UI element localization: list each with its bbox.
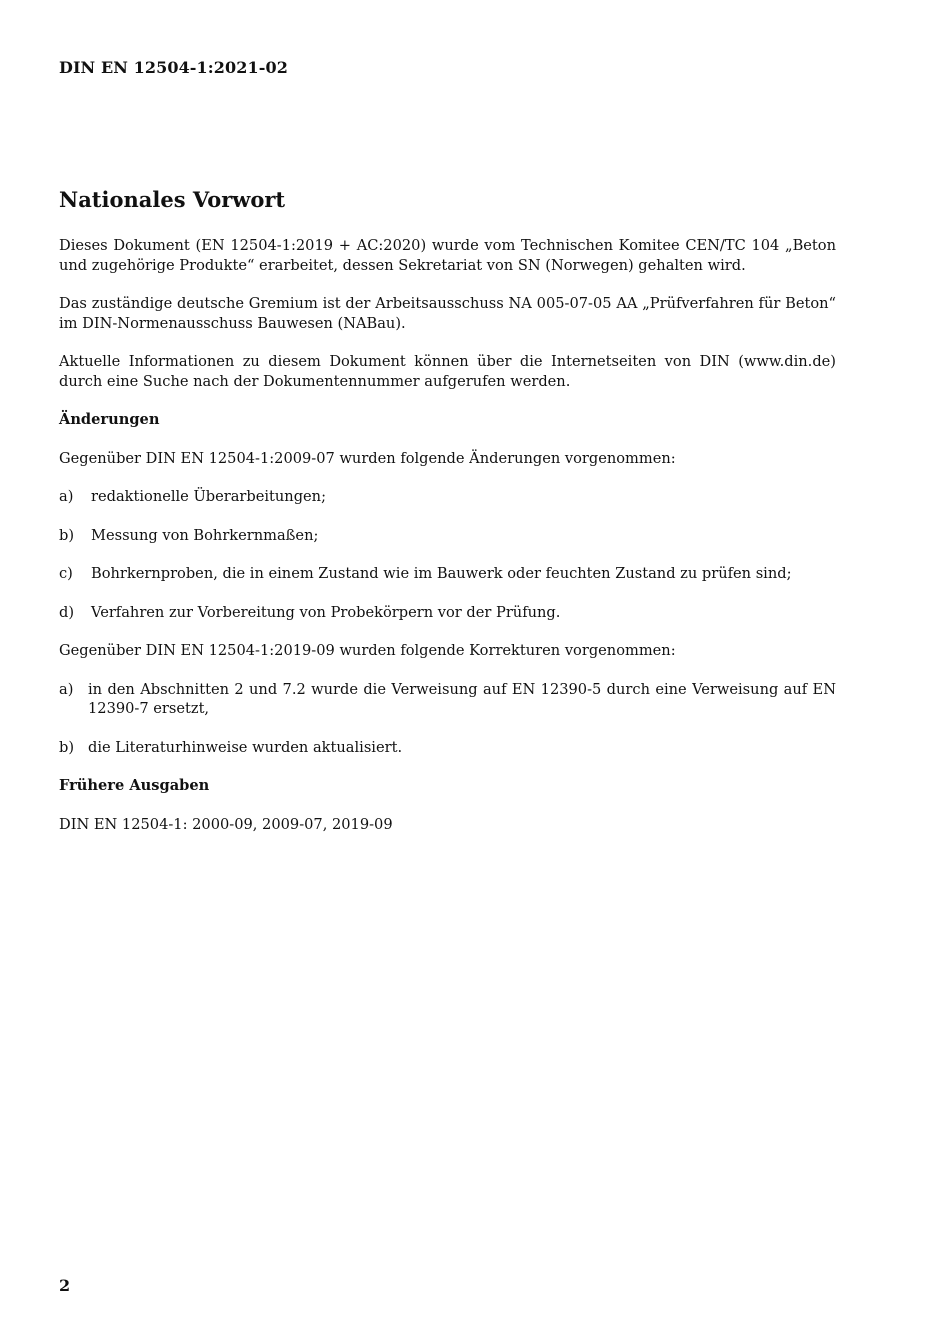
list-text: Verfahren zur Vorbereitung von Probekörpern vor der Prüfung. bbox=[91, 603, 561, 621]
paragraph: Das zuständige deutsche Gremium ist der Arbeitsausschuss NA 005-07-05 AA „Prüfverfahren für Beton“ im DIN-Normenausschuss Bauwesen (NABau). bbox=[59, 295, 836, 332]
list-marker: a) bbox=[59, 680, 74, 698]
list-text: in den Abschnitten 2 und 7.2 wurde die Verweisung auf EN 12390-5 durch eine Verweisung auf EN 12390-7 ersetzt, bbox=[88, 680, 836, 717]
paragraph: Aktuelle Informationen zu diesem Dokument können über die Internetseiten von DIN (www.din.de) durch eine Suche nach der Dokumentennummer aufgerufen werden. bbox=[59, 353, 836, 390]
list-text: die Literaturhinweise wurden aktualisiert. bbox=[88, 738, 403, 756]
main-content bbox=[59, 186, 836, 853]
corrections-intro: Gegenüber DIN EN 12504-1:2019-09 wurden folgende Korrekturen vorgenommen: bbox=[59, 642, 676, 659]
list-marker: b) bbox=[59, 738, 75, 756]
document-id-header: DIN EN 12504-1:2021-02 bbox=[59, 58, 288, 77]
changes-heading: Änderungen bbox=[59, 411, 160, 428]
page-number: 2 bbox=[59, 1276, 71, 1295]
list-marker: c) bbox=[59, 565, 73, 582]
previous-editions-text: DIN EN 12504-1: 2000-09, 2009-07, 2019-09 bbox=[59, 815, 393, 833]
list-item bbox=[59, 738, 836, 758]
section-title: Nationales Vorwort bbox=[59, 187, 286, 212]
list-item bbox=[59, 487, 836, 507]
list-item bbox=[59, 603, 836, 623]
list-text: redaktionelle Überarbeitungen; bbox=[91, 488, 326, 505]
list-marker: b) bbox=[59, 526, 75, 544]
list-text: Messung von Bohrkernmaßen; bbox=[91, 526, 319, 544]
previous-editions-heading: Frühere Ausgaben bbox=[59, 777, 210, 794]
changes-intro: Gegenüber DIN EN 12504-1:2009-07 wurden folgende Änderungen vorgenommen: bbox=[59, 449, 676, 467]
list-item bbox=[59, 680, 836, 719]
list-marker: d) bbox=[59, 603, 75, 621]
paragraph: Dieses Dokument (EN 12504-1:2019 + AC:2020) wurde vom Technischen Komitee CEN/TC 104 „Beton und zugehörige Produkte“ erarbeitet, dessen Sekretariat von SN (Norwegen) gehalten wird. bbox=[59, 237, 836, 274]
list-marker: a) bbox=[59, 488, 74, 505]
list-text: Bohrkernproben, die in einem Zustand wie im Bauwerk oder feuchten Zustand zu prüfen sind; bbox=[91, 565, 792, 582]
list-item bbox=[59, 526, 836, 546]
list-item bbox=[59, 564, 836, 584]
